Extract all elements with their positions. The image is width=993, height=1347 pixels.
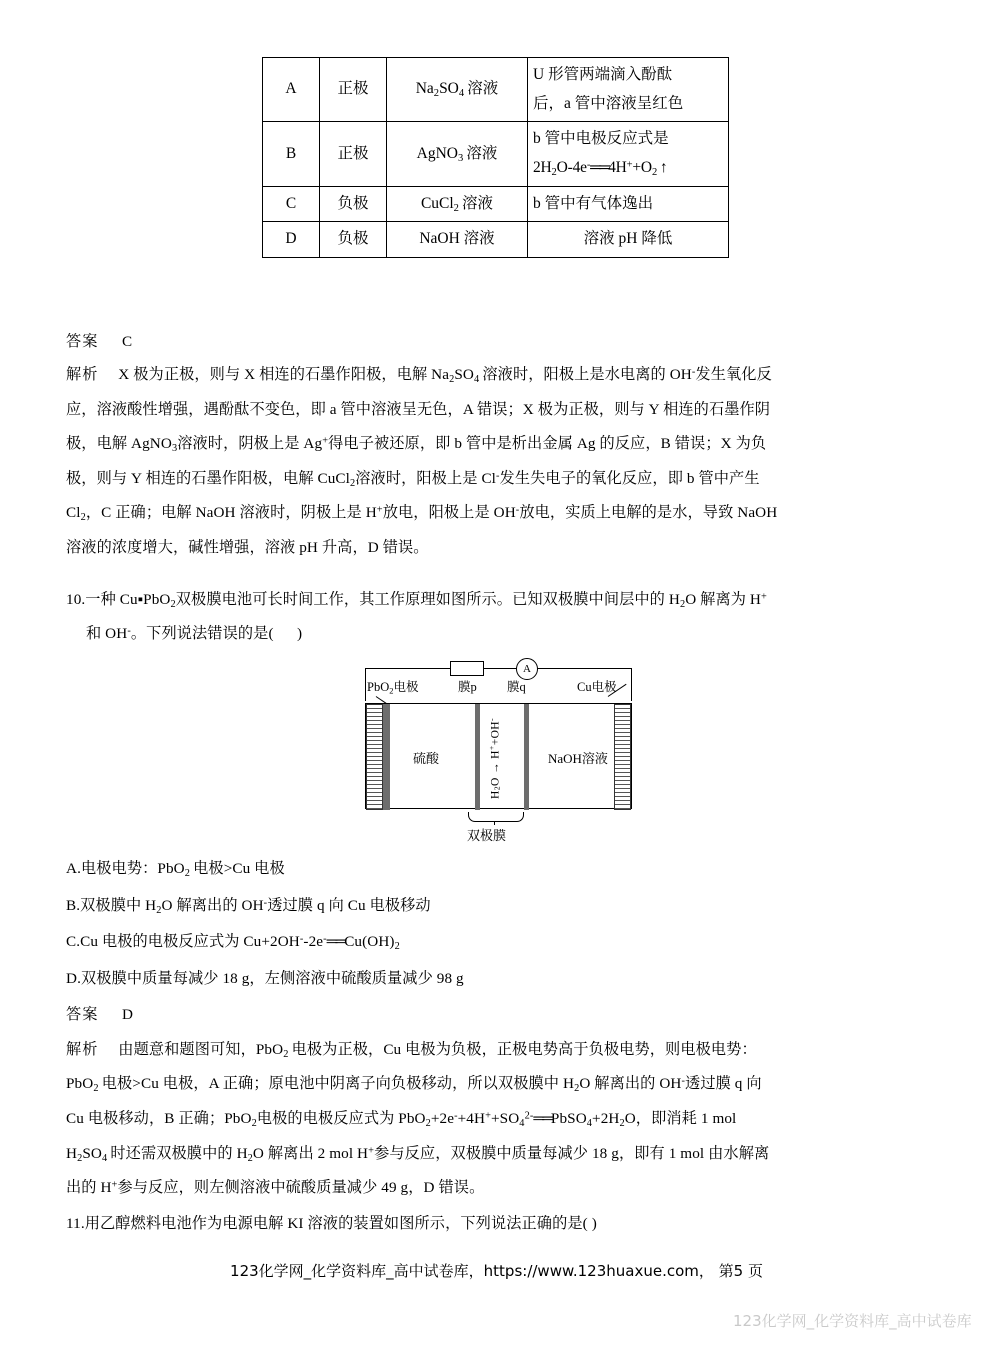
q10-analysis-line-5: 出的 H+参与反应，则左侧溶液中硫酸质量减少 49 g，D 错误。 (66, 1179, 485, 1196)
q10-stem-line-2: 和 OH-。下列说法错误的是( ) (86, 625, 303, 642)
cell-option: B (263, 122, 320, 186)
cell-solution: NaOH 溶液 (387, 222, 528, 258)
cell-phenomenon: b 管中有气体逸出 (528, 186, 729, 222)
pbo2-coating (383, 704, 390, 810)
right-solution-label: NaOH溶液 (548, 751, 608, 766)
q10-option-a: A.电极电势：PbO$_2$ 电极>Cu 电极 (66, 860, 285, 879)
q10-analysis-line-4: $H_2SO_4$ 时还需双极膜中的 $H_2O$ 解离出 2 mol H+参与反应，双极膜中质量每减少 18 g，即有 1 mol 由水解离 (66, 1145, 770, 1164)
membrane-q-icon (524, 704, 529, 810)
cell-pole: 正极 (320, 58, 387, 122)
q10-analysis-line-1: 解析 由题意和题图可知，PbO$_2$ 电极为正极，Cu 电极为负极，正极电势高于负极电势，则电极电势： (66, 1041, 757, 1060)
q9-analysis-label: 解析 (66, 366, 99, 383)
cell-solution: CuCl$_2$ 溶液 (387, 186, 528, 222)
cell-phenomenon (528, 58, 729, 122)
q9-analysis-line-4: 极，则与 Y 相连的石墨作阳极，电解 CuCl$_2$溶液时，阳极上是 Cl-发生失电子的氧化反应，即 b 管中产生 (66, 470, 760, 489)
electrolysis-cell-body (365, 703, 632, 809)
table-row (263, 58, 729, 122)
cell-pole: 负极 (320, 222, 387, 258)
dissociation-equation: $H_2O \to H^++OH^-$ (487, 717, 502, 799)
q9-analysis-line-3: 极，电解 AgNO$_3$溶液时，阴极上是 Ag+得电子被还原，即 b 管中是析出金属 Ag 的反应，B 错误；X 为负 (66, 435, 767, 454)
ammeter-icon: A (516, 658, 538, 680)
page-footer: 123化学网_化学资料库_高中试卷库，https://www.123huaxue.com， 第5 页 (230, 1262, 763, 1280)
q9-analysis-line-2: 应，溶液酸性增强，遇酚酞不变色，即 a 管中溶液呈无色，A 错误；X 极为正极，则与 Y 相连的石墨作阴 (66, 401, 771, 418)
cell-phenomenon (528, 122, 729, 186)
q10-answer-row (66, 1003, 134, 1024)
q10-number: 10. (66, 591, 86, 608)
q10-answer-value: D (121, 1006, 134, 1023)
options-table-wrapper (262, 57, 729, 258)
q9-analysis-line-5: $Cl_2$，C 正确；电解 NaOH 溶液时，阴极上是 H+放电，阳极上是 OH-放电，实质上电解的是水，导致 NaOH (66, 504, 778, 523)
q10-option-b: B.双极膜中 $H_2O$ 解离出的 OH-透过膜 q 向 Cu 电极移动 (66, 897, 431, 916)
q10-analysis-label: 解析 (66, 1041, 99, 1058)
q11-stem (66, 1212, 597, 1233)
q10-stem-line-1: 10.一种 Cu▪PbO$_2$双极膜电池可长时间工作，其工作原理如图所示。已知双极膜中间层中的 $H_2O$ 解离为 H+ (66, 591, 767, 610)
q9-analysis-line-1: 解析 X 极为正极，则与 X 相连的石墨作阳极，电解 $Na_2SO_4$ 溶液时，阳极上是水电离的 OH-发生氧化反 (66, 366, 772, 385)
q10-answer-label: 答案 (66, 1006, 99, 1023)
q9-analysis-line-6: 溶液的浓度增大，碱性增强，溶液 pH 升高，D 错误。 (66, 539, 429, 556)
cell-solution: AgNO$_3$ 溶液 (387, 122, 528, 186)
bipolar-membrane-brace (468, 812, 524, 822)
pbo2-electrode-icon (366, 704, 383, 810)
left-solution-label: 硫酸 (413, 751, 440, 766)
cell-option: D (263, 222, 320, 258)
table-row (263, 222, 729, 258)
phenomenon-line-1: U 形管两端滴入酚酞 (533, 66, 673, 83)
q9-answer-row (66, 330, 133, 351)
bipolar-membrane-label: 双极膜 (467, 828, 507, 843)
cell-phenomenon: 溶液 pH 降低 (528, 222, 729, 258)
cell-pole: 正极 (320, 122, 387, 186)
q9-answer-label: 答案 (66, 333, 99, 350)
phenomenon-line-1: b 管中电极反应式是 (533, 130, 669, 148)
circuit-top-wire (365, 668, 632, 669)
resistor-icon (450, 661, 484, 676)
q10-option-d: D.双极膜中质量每减少 18 g，左侧溶液中硫酸质量减少 98 g (66, 970, 464, 987)
watermark: 123化学网_化学资料库_高中试卷库 (733, 1312, 972, 1330)
phenomenon-equation: $2H_2O-4e^-══4H^++O_2$ ↑ (533, 159, 668, 178)
label-cu-electrode: Cu电极 (577, 680, 617, 694)
q10-analysis-line-2: PbO$_2$ 电极>Cu 电极，A 正确；原电池中阴离子向负极移动，所以双极膜中 $H_2O$ 解离出的 OH-透过膜 q 向 (66, 1075, 762, 1094)
q9-answer-value: C (121, 333, 134, 350)
q10-option-c: C.Cu 电极的电极反应式为 $Cu+2OH^--2e^-══Cu(OH)_2$ (66, 933, 400, 952)
q10-analysis-line-3: Cu 电极移动，B 正确；PbO$_2$电极的电极反应式为 $PbO_2+2e^-+4H^++SO_4^{2-}══PbSO_4+2H_2O$，即消耗 1 mol (66, 1110, 737, 1129)
phenomenon-line-2: 后，a 管中溶液呈红色 (533, 94, 684, 112)
q11-stem-text: 用乙醇燃料电池作为电源电解 KI 溶液的装置如图所示，下列说法正确的是( ) (84, 1215, 597, 1232)
options-table (262, 57, 729, 258)
label-pbo2-electrode: PbO$_2$电极 (367, 680, 419, 696)
cell-option: A (263, 58, 320, 122)
table-row (263, 186, 729, 222)
bipolar-membrane-cell-diagram (355, 655, 645, 845)
wire-left (365, 668, 366, 701)
cu-electrode-icon (614, 704, 631, 810)
cell-pole: 负极 (320, 186, 387, 222)
table-row (263, 122, 729, 186)
cell-solution: $Na_2SO_4$ 溶液 (387, 58, 528, 122)
label-membrane-q: 膜q (507, 680, 526, 694)
label-membrane-p: 膜p (458, 680, 477, 694)
wire-right (631, 668, 632, 701)
membrane-p-icon (475, 704, 480, 810)
q11-number: 11. (66, 1215, 85, 1232)
cell-option: C (263, 186, 320, 222)
